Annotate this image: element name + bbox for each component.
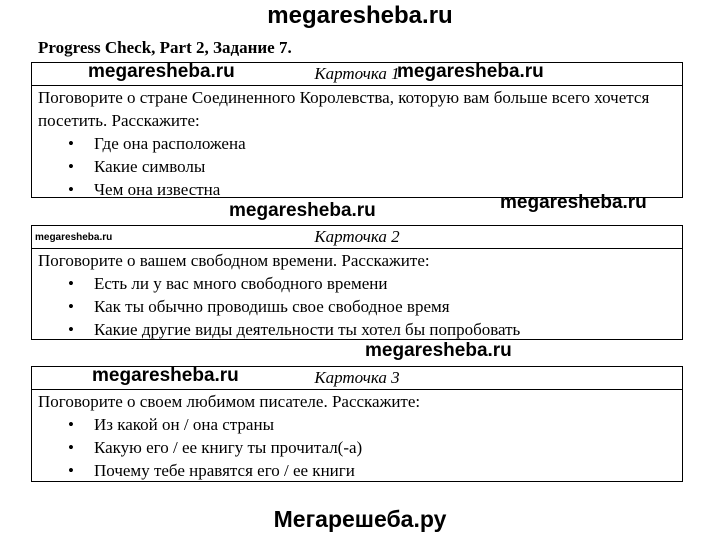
card-1-item: • Чем она известна (68, 178, 676, 201)
card-3-item: • Какую его / ее книгу ты прочитал(-а) (68, 436, 676, 459)
watermark: megaresheba.ru (35, 232, 113, 243)
footer-watermark: Мегарешеба.ру (273, 506, 447, 532)
card-2-item: • Как ты обычно проводишь свое свободное время (68, 295, 676, 318)
card-1-item: • Какие символы (68, 155, 676, 178)
card-2-item: • Есть ли у вас много свободного времени (68, 272, 676, 295)
watermark: megaresheba.ru (92, 365, 239, 386)
watermark: megaresheba.ru (88, 61, 235, 82)
card-3-title: Карточка 3 (32, 367, 682, 390)
card-1-intro: Поговорите о стране Соединенного Королевства, которую вам больше всего хочется посетить. Расскажите: (38, 88, 650, 130)
card-2-body (32, 249, 682, 341)
watermark-top: megaresheba.ru (267, 2, 453, 29)
card-1-item: • Где она расположена (68, 132, 676, 155)
card-1-list (38, 132, 676, 201)
task-heading: Progress Check, Part 2, Задание 7. (38, 38, 292, 57)
card-3-item: • Почему тебе нравятся его / ее книги (68, 459, 676, 482)
card-2-title: Карточка 2 (32, 226, 682, 249)
card-3-body (32, 390, 682, 482)
watermark: megaresheba.ru (365, 340, 512, 361)
card-3-list (38, 413, 676, 482)
card-2-intro: Поговорите о вашем свободном времени. Расскажите: (38, 251, 430, 270)
card-3-item: • Из какой он / она страны (68, 413, 676, 436)
card-2-list (38, 272, 676, 341)
card-1-body (32, 86, 682, 201)
card-2 (31, 225, 683, 340)
card-3-intro: Поговорите о своем любимом писателе. Расскажите: (38, 392, 421, 411)
watermark: megaresheba.ru (500, 192, 647, 213)
card-1-title: Карточка 1 (32, 63, 682, 86)
card-2-item: • Какие другие виды деятельности ты хотел бы попробовать (68, 318, 676, 341)
watermark: megaresheba.ru (397, 61, 544, 82)
watermark: megaresheba.ru (229, 200, 376, 221)
